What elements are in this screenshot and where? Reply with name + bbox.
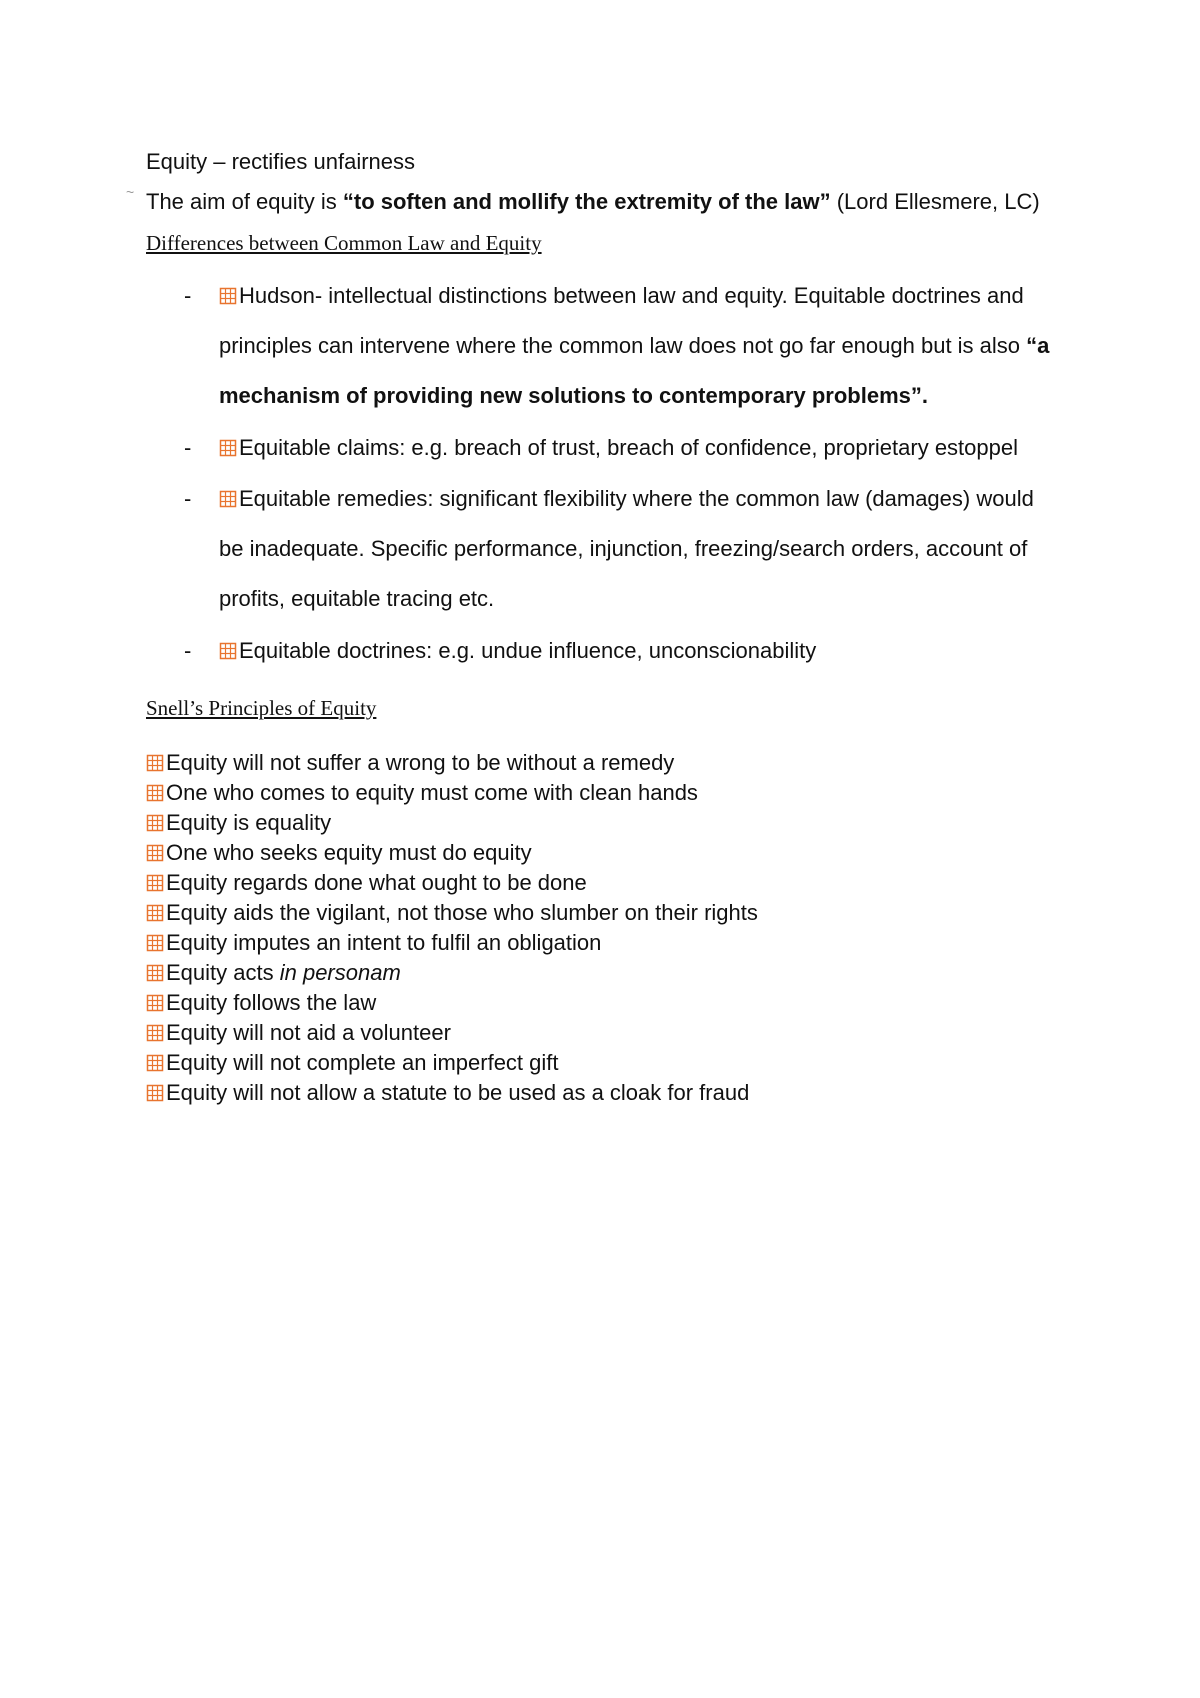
list-item <box>219 637 816 665</box>
principle-text: One who seeks equity must do equity <box>166 840 532 865</box>
aim-line <box>146 188 1040 216</box>
grid-box-icon <box>219 642 237 660</box>
principle-text: Equity will not suffer a wrong to be without a remedy <box>166 750 675 775</box>
list-dash: - <box>184 638 192 663</box>
document-title: Equity – rectifies unfairness <box>146 149 416 174</box>
principle-text: Equity is equality <box>166 810 332 835</box>
list-item <box>219 485 1034 513</box>
aim-quote: “to soften and mollify the extremity of the law” <box>342 189 831 214</box>
item-text: Equitable remedies: significant flexibility where the common law (damages) would <box>239 486 1034 511</box>
principle-text: Equity will not aid a volunteer <box>166 1020 451 1045</box>
list-item <box>219 282 1024 310</box>
grid-box-icon <box>219 439 237 457</box>
principle-text: One who comes to equity must come with clean hands <box>166 780 698 805</box>
grid-box-icon <box>146 814 164 832</box>
principle-item <box>146 1019 451 1047</box>
item-text: Equitable doctrines: e.g. undue influence, unconscionability <box>239 638 817 663</box>
list-item <box>219 434 1018 462</box>
list-dash: - <box>184 435 192 460</box>
grid-box-icon <box>146 994 164 1012</box>
list-item-continuation: mechanism of providing new solutions to contemporary problems”. <box>219 383 928 408</box>
principle-text: Equity follows the law <box>166 990 377 1015</box>
grid-box-icon <box>146 784 164 802</box>
grid-box-icon <box>146 844 164 862</box>
principle-text: Equity will not complete an imperfect gift <box>166 1050 559 1075</box>
grid-box-icon <box>219 287 237 305</box>
grid-box-icon <box>146 874 164 892</box>
list-dash: - <box>184 283 192 308</box>
principle-item <box>146 929 601 957</box>
principle-text: Equity aids the vigilant, not those who slumber on their rights <box>166 900 758 925</box>
item-text: Hudson- intellectual distinctions between law and equity. Equitable doctrines and <box>239 283 1024 308</box>
principle-text: Equity regards done what ought to be done <box>166 870 587 895</box>
list-item-continuation: profits, equitable tracing etc. <box>219 586 495 611</box>
grid-box-icon <box>219 490 237 508</box>
grid-box-icon <box>146 1084 164 1102</box>
principle-item <box>146 749 674 777</box>
grid-box-icon <box>146 754 164 772</box>
principle-item <box>146 959 401 987</box>
snell-heading: Snell’s Principles of Equity <box>146 696 377 720</box>
principle-text: Equity imputes an intent to fulfil an obligation <box>166 930 602 955</box>
grid-box-icon <box>146 1024 164 1042</box>
principle-italic: in personam <box>279 960 401 985</box>
principle-text: Equity will not allow a statute to be used as a cloak for fraud <box>166 1080 750 1105</box>
principle-text: Equity acts <box>166 960 280 985</box>
principle-item <box>146 1079 749 1107</box>
aim-suffix: (Lord Ellesmere, LC) <box>830 189 1040 214</box>
grid-box-icon <box>146 964 164 982</box>
list-dash: - <box>184 486 192 511</box>
list-item-continuation: be inadequate. Specific performance, injunction, freezing/search orders, account of <box>219 536 1028 561</box>
principle-item <box>146 809 331 837</box>
principle-item <box>146 989 376 1017</box>
item-text: principles can intervene where the common law does not go far enough but is also <box>219 333 1027 358</box>
item-text: Equitable claims: e.g. breach of trust, breach of confidence, proprietary estoppel <box>239 435 1018 460</box>
principle-item <box>146 839 532 867</box>
principle-item <box>146 1049 559 1077</box>
grid-box-icon <box>146 934 164 952</box>
tilde-mark: ~ <box>126 184 135 200</box>
item-quote-start: “a <box>1026 333 1050 358</box>
principle-item <box>146 899 758 927</box>
differences-heading: Differences between Common Law and Equity <box>146 231 542 255</box>
grid-box-icon <box>146 1054 164 1072</box>
principle-item <box>146 869 587 897</box>
grid-box-icon <box>146 904 164 922</box>
principle-item <box>146 779 698 807</box>
aim-prefix: The aim of equity is <box>146 189 343 214</box>
list-item-continuation <box>219 332 1049 360</box>
